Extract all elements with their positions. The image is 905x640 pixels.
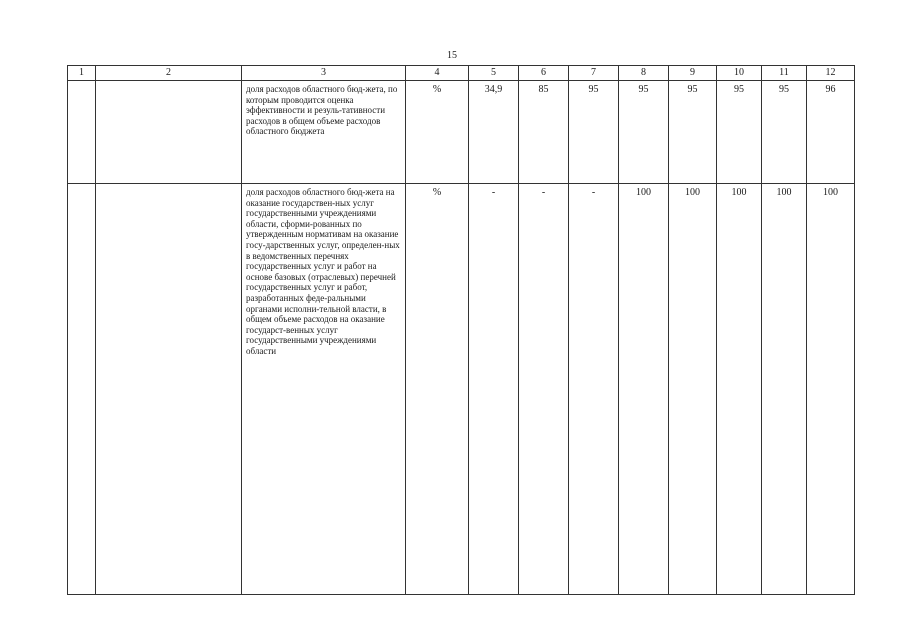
column-header: 1: [68, 66, 96, 81]
value-cell: 100: [669, 184, 717, 595]
program-cell: [96, 184, 242, 595]
indicator-description: доля расходов областного бюд-жета на оказание государствен-ных услуг государственными учреждениями области, сформи-рованных по утвержденным нормативам на оказание госу-дарственных услуг, определен-ных в ведомственных перечнях государственных услуг и работ на основе базовых (отраслевых) перечней государственных услуг и работ, разработанных феде-ральными органами исполни-тельной власти, в общем объеме расходов на оказание государст-венных услуг государственными учреждениями области: [242, 184, 406, 595]
value-cell: 100: [619, 184, 669, 595]
indicator-table: [67, 65, 855, 595]
table-row: [68, 184, 855, 595]
row-number-cell: [68, 184, 96, 595]
column-header: 5: [469, 66, 519, 81]
table-row: [68, 81, 855, 184]
column-header: 9: [669, 66, 717, 81]
column-header: 7: [569, 66, 619, 81]
value-cell: -: [569, 184, 619, 595]
row-number-cell: [68, 81, 96, 184]
unit-cell: %: [406, 81, 469, 184]
value-cell: 95: [762, 81, 807, 184]
column-header: 8: [619, 66, 669, 81]
column-header: 3: [242, 66, 406, 81]
column-header: 11: [762, 66, 807, 81]
value-cell: 34,9: [469, 81, 519, 184]
header-row: [68, 66, 855, 81]
column-header: 4: [406, 66, 469, 81]
value-cell: 85: [519, 81, 569, 184]
value-cell: -: [519, 184, 569, 595]
column-header: 2: [96, 66, 242, 81]
column-header: 10: [717, 66, 762, 81]
column-header: 12: [807, 66, 855, 81]
unit-cell: %: [406, 184, 469, 595]
indicator-description: доля расходов областного бюд-жета, по которым проводится оценка эффективности и резуль-тативности расходов в общем объеме расходов областного бюджета: [242, 81, 406, 184]
value-cell: 95: [619, 81, 669, 184]
value-cell: -: [469, 184, 519, 595]
value-cell: 96: [807, 81, 855, 184]
program-cell: [96, 81, 242, 184]
column-header: 6: [519, 66, 569, 81]
value-cell: 95: [569, 81, 619, 184]
value-cell: 100: [807, 184, 855, 595]
value-cell: 95: [717, 81, 762, 184]
value-cell: 100: [717, 184, 762, 595]
value-cell: 95: [669, 81, 717, 184]
page-number: 15: [447, 50, 457, 61]
value-cell: 100: [762, 184, 807, 595]
